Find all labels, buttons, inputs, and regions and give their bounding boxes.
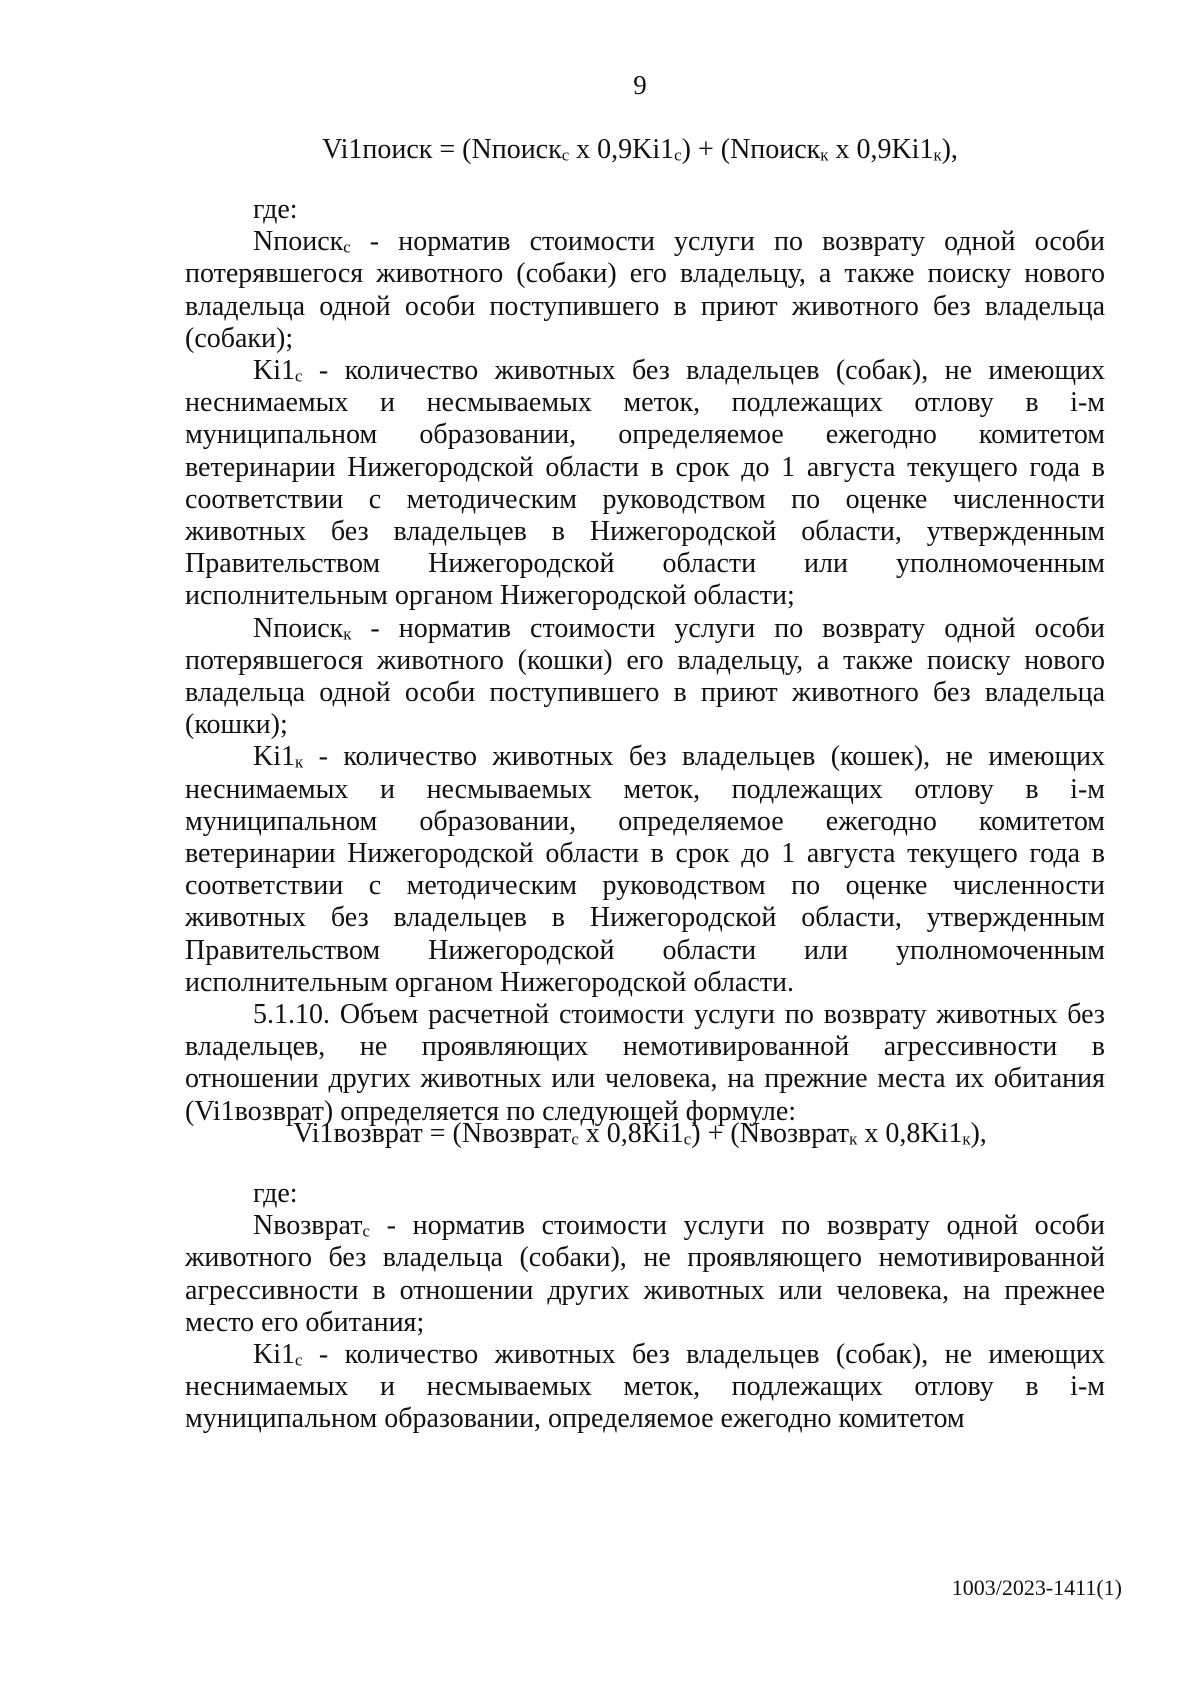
- where-label: где:: [253, 194, 298, 225]
- definitions-block-1: [185, 194, 1105, 1128]
- definition-ki1-c: $Ki1_с$ - количество животных без владельцев (собак), не имеющих неснимаемых и несмываемых меток, подлежащих отлову в i-м муниципальном образовании, определяемое ежегодно комитетом ветеринарии Нижегородской области в срок до 1 августа текущего года в соответствии с методическим руководством по оценке численности животных без владельцев в Нижегородской области, утвержденным Правительством Нижегородской области или уполномоченным исполнительным органом Нижегородской области;: [185, 355, 1105, 612]
- where-label: где:: [253, 1178, 298, 1209]
- definitions-block-2: [185, 1178, 1105, 1436]
- formula-vi1-vozvrat: Vi1возврат = (Nвозврат$_с$ x $0,8Ki1_с$) + (Nвозврат$_к$ x $0,8Ki1_к$),: [293, 1118, 987, 1149]
- page-number: 9: [633, 70, 647, 100]
- definition-nvozvrat-c: Nвозврат$_с$ - норматив стоимости услуги по возврату одной особи животного без владельца (собаки), не проявляющего немотивированной агрессивности в отношении других животных или человека, на прежнее место его обитания;: [185, 1210, 1105, 1338]
- definition-ki1-c-2: $Ki1_с$ - количество животных без владельцев (собак), не имеющих неснимаемых и несмываемых меток, подлежащих отлову в i-м муниципальном образовании, определяемое ежегодно комитетом: [185, 1339, 1105, 1435]
- clause-5-1-10: 5.1.10. Объем расчетной стоимости услуги по возврату животных без владельцев, не проявляющих немотивированной агрессивности в отношении других животных или человека, на прежние места их обитания (Vi1возврат) определяется по следующей формуле:: [185, 999, 1105, 1127]
- formula-vi1-poisk: Vi1поиск = (Nпоиск$_с$ x $0,9Ki1_с$) + (Nпоиск$_к$ x $0,9Ki1_к$),: [322, 134, 958, 165]
- definition-ki1-k: $Ki1_к$ - количество животных без владельцев (кошек), не имеющих неснимаемых и несмываемых меток, подлежащих отлову в i-м муниципальном образовании, определяемое ежегодно комитетом ветеринарии Нижегородской области в срок до 1 августа текущего года в соответствии с методическим руководством по оценке численности животных без владельцев в Нижегородской области, утвержденным Правительством Нижегородской области или уполномоченным исполнительным органом Нижегородской области.: [185, 741, 1105, 998]
- definition-npoisk-k: Nпоиск$_к$ - норматив стоимости услуги по возврату одной особи потерявшегося животного (кошки) его владельцу, а также поиску нового владельца одной особи поступившего в приют животного без владельца (кошки);: [185, 612, 1105, 741]
- document-number: 1003/2023-1411(1): [951, 1575, 1122, 1600]
- definition-npoisk-c: Nпоиск$_с$ - норматив стоимости услуги по возврату одной особи потерявшегося животного (собаки) его владельцу, а также поиску нового владельца одной особи поступившего в приют животного без владельца (собаки);: [185, 226, 1105, 354]
